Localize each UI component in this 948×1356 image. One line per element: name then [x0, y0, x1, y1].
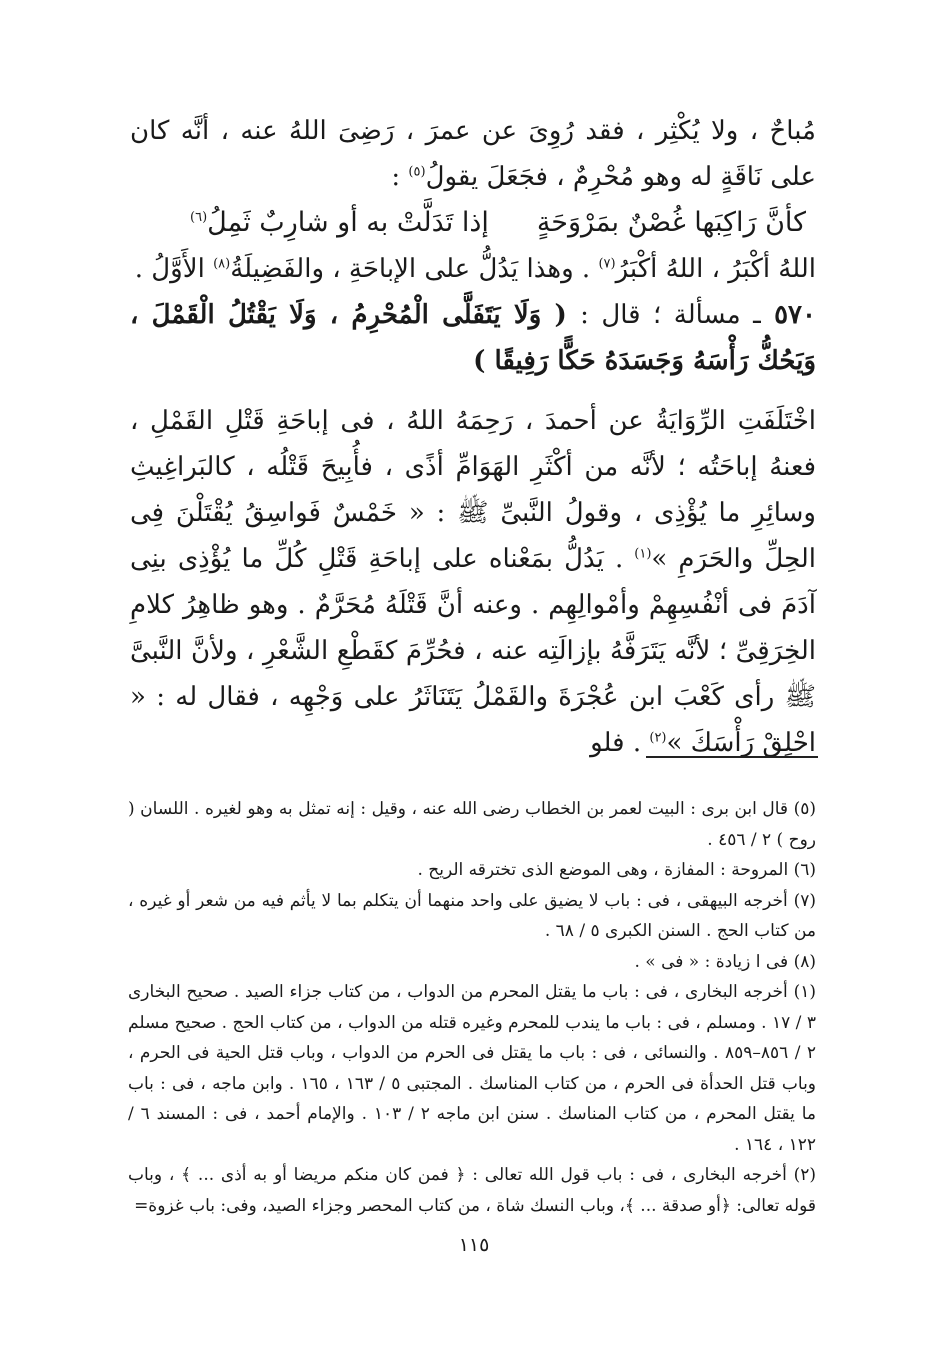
- para1-text: مُباحٌ ، ولا يُكْثِر ، فقد رُوِىَ عن عمرَ ، رَضِىَ اللهُ عنه ، أنَّه كان على نَاقَةٍ له وهو مُحْرِمٌ ، فجَعَلَ يقولُ: [130, 116, 816, 192]
- para2-c: . فلو: [590, 728, 650, 758]
- footnote-8: (٨) فى ا زيادة : « فى » .: [634, 951, 816, 972]
- footnote-6: (٦) المروحة : المفازة ، وهى الموضع الذى تخترقه الريح .: [417, 860, 816, 880]
- line3-a: اللهُ أكْبَرُ ، اللهُ أكْبَرُ: [615, 254, 816, 284]
- masala-label: ـ مسألة ؛ قال :: [580, 300, 761, 330]
- paragraph-1: [130, 108, 816, 200]
- page-number: ١١٥: [458, 1234, 490, 1256]
- masala-heading: [130, 292, 816, 384]
- masala-number: ٥٧٠: [774, 300, 816, 330]
- footnote-2: (٢) أخرجه البخارى ، فى : باب قول الله تعالى : ﴿ فمن كان منكم مريضا أو به أذى ... ﴾ ، وباب قوله تعالى: ﴿أو صدقة ... ﴾، وباب النسك شاة ، من كتاب المحصر وجزاء الصيد، وفى: باب غزوة=: [128, 1165, 816, 1216]
- footnotes: [128, 794, 816, 1221]
- footnote-ref-2: (٢): [649, 730, 667, 746]
- footnote-7: (٧) أخرجه البيهقى ، فى : باب لا يضيق على واحد منهما أن يتكلم بما لا يأثم فيه من شعر أو غيره ، من كتاب الحج . السنن الكبرى ٥ / ٦٨ .: [128, 890, 816, 941]
- line3-c: الأَوَّلُ .: [134, 254, 214, 284]
- masala-text: ( وَلَا يَتَفَلَّى الْمُحْرِمُ ، وَلَا يَقْتُلُ الْقَمْلَ ، وَيَحُكُّ رَأْسَهُ وَجَسَدَهُ حَكًّا رَفِيقًا ): [130, 300, 816, 376]
- footnote-ref-8: (٨): [213, 256, 231, 272]
- paragraph-2: [130, 398, 816, 766]
- footnote-separator: [646, 756, 818, 758]
- verse-hemistich-1: كأنَّ رَاكِبَها غُصْنٌ بمَرْوَحَةٍ: [536, 207, 806, 238]
- line3-b: . وهذا يَدُلُّ على الإباحَةِ ، والفَضِيلَةُ: [230, 254, 599, 284]
- verse-hemistich-2: [190, 200, 489, 246]
- main-text: [130, 108, 816, 766]
- footnote-ref-6: (٦): [190, 210, 208, 225]
- footnote-5: (٥) قال ابن برى : البيت لعمر بن الخطاب رضى الله عنه ، وقيل : إنه تمثل به وهو لغيره . اللسان ( روح ) ٢ / ٤٥٦ .: [128, 799, 816, 850]
- footnote-ref-5: (٥): [408, 164, 426, 180]
- para2-a: اخْتَلَفَتِ الرِّوَايَةُ عن أحمدَ ، رَحِمَهُ اللهُ ، فى إباحَةِ قَتْلِ القَمْلِ ، فعنهُ إباحَتُه ؛ لأنَّه من أكْثَرِ الهَوَامِّ أذًى ، فأُبِيحَ قَتْلُه ، كالبَراغِيثِ وسائِرِ ما يُؤْذِى ، وقولُ النَّبىِّ ﷺ : « خَمْسٌ فَواسِقُ يُقْتَلْنَ فِى الحِلِّ والحَرَمِ »: [130, 406, 816, 574]
- footnote-1: (١) أخرجه البخارى ، فى : باب ما يقتل المحرم من الدواب ، من كتاب جزاء الصيد . صحيح البخارى ٣ / ١٧ . ومسلم ، فى : باب ما يندب للمحرم وغيره قتله من الدواب ، من كتاب الحج . صحيح مسلم ٢ / ٨٥٦–٨٥٩ . والنسائى ، فى : باب ما يقتل فى الحرم من الدواب ، وباب قتل الحية فى الحرم ، وباب قتل الحدأة فى الحرم ، من كتاب المناسك . المجتبى ٥ / ١٦٣ ، ١٦٥ . وابن ماجه ، فى : باب ما يقتل المحرم ، من كتاب المناسك . سنن ابن ماجه ٢ / ١٠٣ . والإمام أحمد ، فى : المسند ٦ / ١٢٢ ، ١٦٤ .: [128, 982, 817, 1155]
- footnote-ref-7: (٧): [598, 256, 616, 272]
- footnote-ref-1: (١): [634, 546, 652, 562]
- poetry-verse: [130, 200, 816, 246]
- para2-b: . يَدُلُّ بمَعْناه على إباحَةِ قَتْلِ كُلِّ ما يُؤْذِى بنِى آدَمَ فى أنْفُسِهِمْ وأمْوالِهِم . وعنه أنَّ قَتْلَهُ مُحَرَّمٌ . وهو ظاهِرُ كلامِ الخِرَقِىِّ ؛ لأنَّه يَتَرَفَّهُ بإزالَتِه عنه ، فحُرِّمَ كقَطْعِ الشَّعْرِ ، ولأنَّ النَّبىَّ ﷺ رأى كَعْبَ ابن عُجْرَةَ والقَمْلُ يَتَنَاثَرُ على وَجْهِه ، فقال له : « احْلِقْ رَأْسَكَ »: [130, 544, 816, 758]
- para1-end: :: [391, 162, 409, 192]
- paragraph-line3: [130, 246, 816, 292]
- verse-h2-text: إذا تَدَلَّتْ به أو شارِبٌ ثَمِلُ: [207, 207, 489, 238]
